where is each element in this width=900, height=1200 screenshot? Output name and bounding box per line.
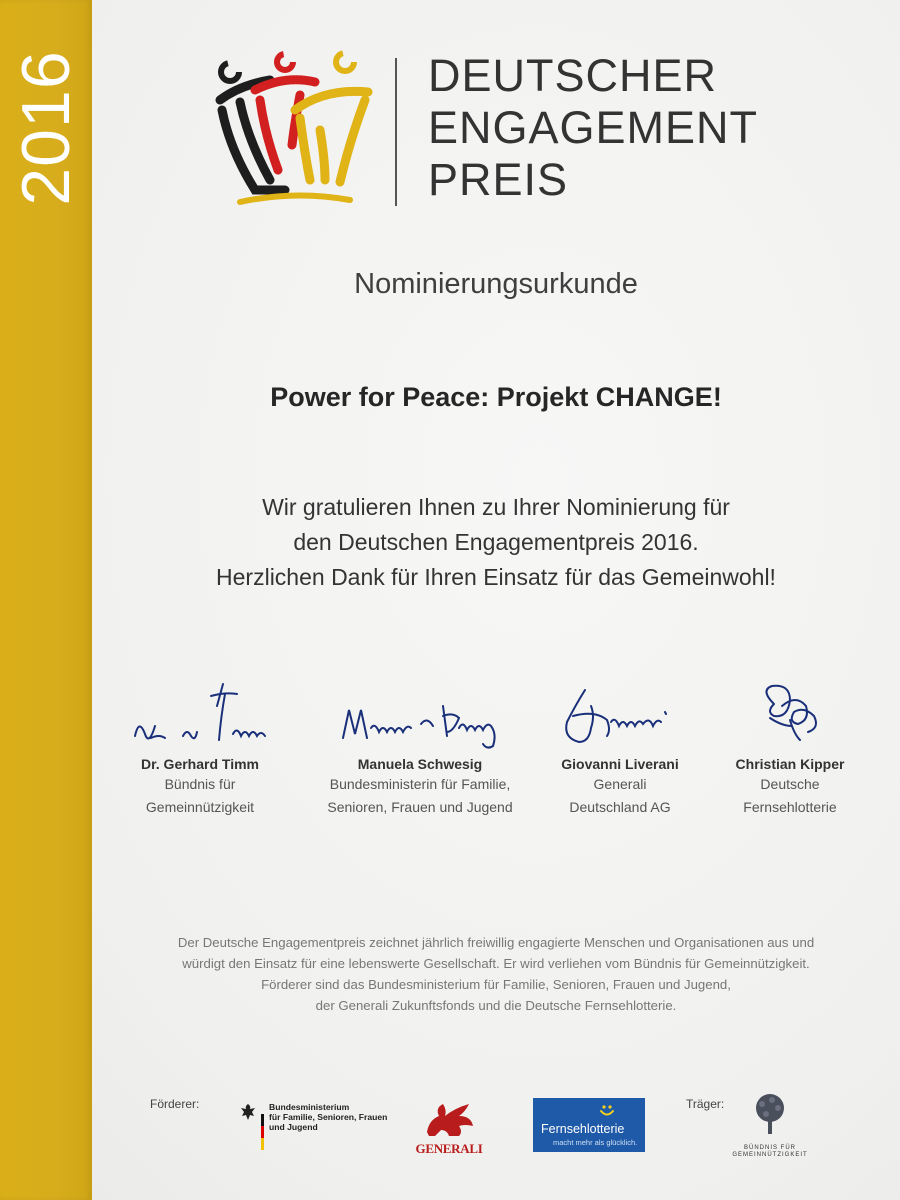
signatory-name: Dr. Gerhard Timm [140, 756, 259, 772]
german-flag-bar [261, 1114, 264, 1150]
fernsehlotterie-logo [533, 1098, 645, 1152]
signatory-role-line-1: Bundesministerin für Familie, [329, 776, 511, 792]
message-line-3: Herzlichen Dank für Ihren Einsatz für das Gemeinwohl! [216, 564, 776, 590]
logo-line-1: DEUTSCHER [428, 50, 718, 101]
signature-block-kipper [715, 676, 865, 818]
message-line-2: den Deutschen Engagementpreis 2016. [293, 529, 699, 555]
bmfsfj-name [269, 1102, 387, 1132]
eagle-icon [238, 1102, 258, 1122]
foerderer-label: Förderer: [150, 1097, 200, 1111]
traeger-label: Träger: [686, 1097, 725, 1111]
signature-image-kipper [730, 676, 850, 754]
signature-image-timm [125, 676, 275, 754]
generali-wordmark: GENERALI [415, 1141, 483, 1156]
bmfsfj-logo [236, 1100, 386, 1150]
fernsehlotterie-wordmark: Fernsehlotterie [541, 1122, 625, 1136]
description-line-3: Förderer sind das Bundesministerium für Familie, Senioren, Frauen und Jugend, [261, 977, 731, 992]
description-line-1: Der Deutsche Engagementpreis zeichnet jährlich freiwillig engagierte Menschen und Organisationen aus und [177, 935, 815, 950]
award-description [92, 932, 900, 1016]
document-title: Nominierungsurkunde [354, 268, 638, 300]
fernsehlotterie-tagline: macht mehr als glücklich. [553, 1138, 638, 1147]
signatory-name: Christian Kipper [735, 756, 845, 772]
congratulation-message [92, 490, 900, 595]
engagement-logo-mark [200, 40, 380, 220]
bmfsfj-line-2: für Familie, Senioren, Frauen [269, 1112, 388, 1122]
message-line-1: Wir gratulieren Ihnen zu Ihrer Nominierung für [262, 494, 730, 520]
signature-image-liverani [545, 676, 695, 754]
year-label: 2016 [8, 50, 84, 206]
smiley-icon [597, 1102, 617, 1120]
signature-image-schwesig [325, 676, 515, 754]
signatory-role-line-1: Deutsche [760, 776, 820, 792]
signatory-role-line-2: Deutschland AG [569, 799, 671, 815]
signatory-name: Manuela Schwesig [357, 756, 483, 772]
buendnis-line-1: BÜNDNIS FÜR [743, 1145, 796, 1151]
signature-block-timm [120, 676, 280, 818]
winged-lion-icon [419, 1098, 479, 1138]
logo-wordmark [428, 50, 758, 206]
bmfsfj-line-3: und Jugend [269, 1122, 318, 1132]
signature-block-liverani [535, 676, 705, 818]
buendnis-line-2: GEMEINNÜTZIGKEIT [732, 1152, 808, 1158]
signatory-role-line-1: Bündnis für [164, 776, 236, 792]
logo-divider [395, 58, 397, 206]
logo-line-3: PREIS [428, 154, 569, 205]
bmfsfj-line-1: Bundesministerium [269, 1102, 350, 1112]
signatory-name: Giovanni Liverani [561, 756, 679, 772]
signatory-role-line-2: Senioren, Frauen und Jugend [327, 799, 513, 815]
project-name: Power for Peace: Projekt CHANGE! [270, 382, 722, 412]
generali-logo [412, 1098, 486, 1154]
buendnis-wordmark [725, 1145, 815, 1159]
year-stripe [0, 0, 92, 1200]
description-line-4: der Generali Zukunftsfonds und die Deutsche Fernsehlotterie. [315, 998, 677, 1013]
description-line-2: würdigt den Einsatz für eine lebenswerte Gesellschaft. Er wird verliehen vom Bündnis für Gemeinnützigkeit. [182, 956, 810, 971]
logo-line-2: ENGAGEMENT [428, 102, 759, 153]
buendnis-logo [725, 1092, 815, 1162]
tree-icon [750, 1092, 790, 1138]
signatory-role-line-1: Generali [593, 776, 647, 792]
signatory-role-line-2: Fernsehlotterie [743, 799, 837, 815]
signatory-role-line-2: Gemeinnützigkeit [145, 799, 255, 815]
signature-block-schwesig [315, 676, 525, 818]
